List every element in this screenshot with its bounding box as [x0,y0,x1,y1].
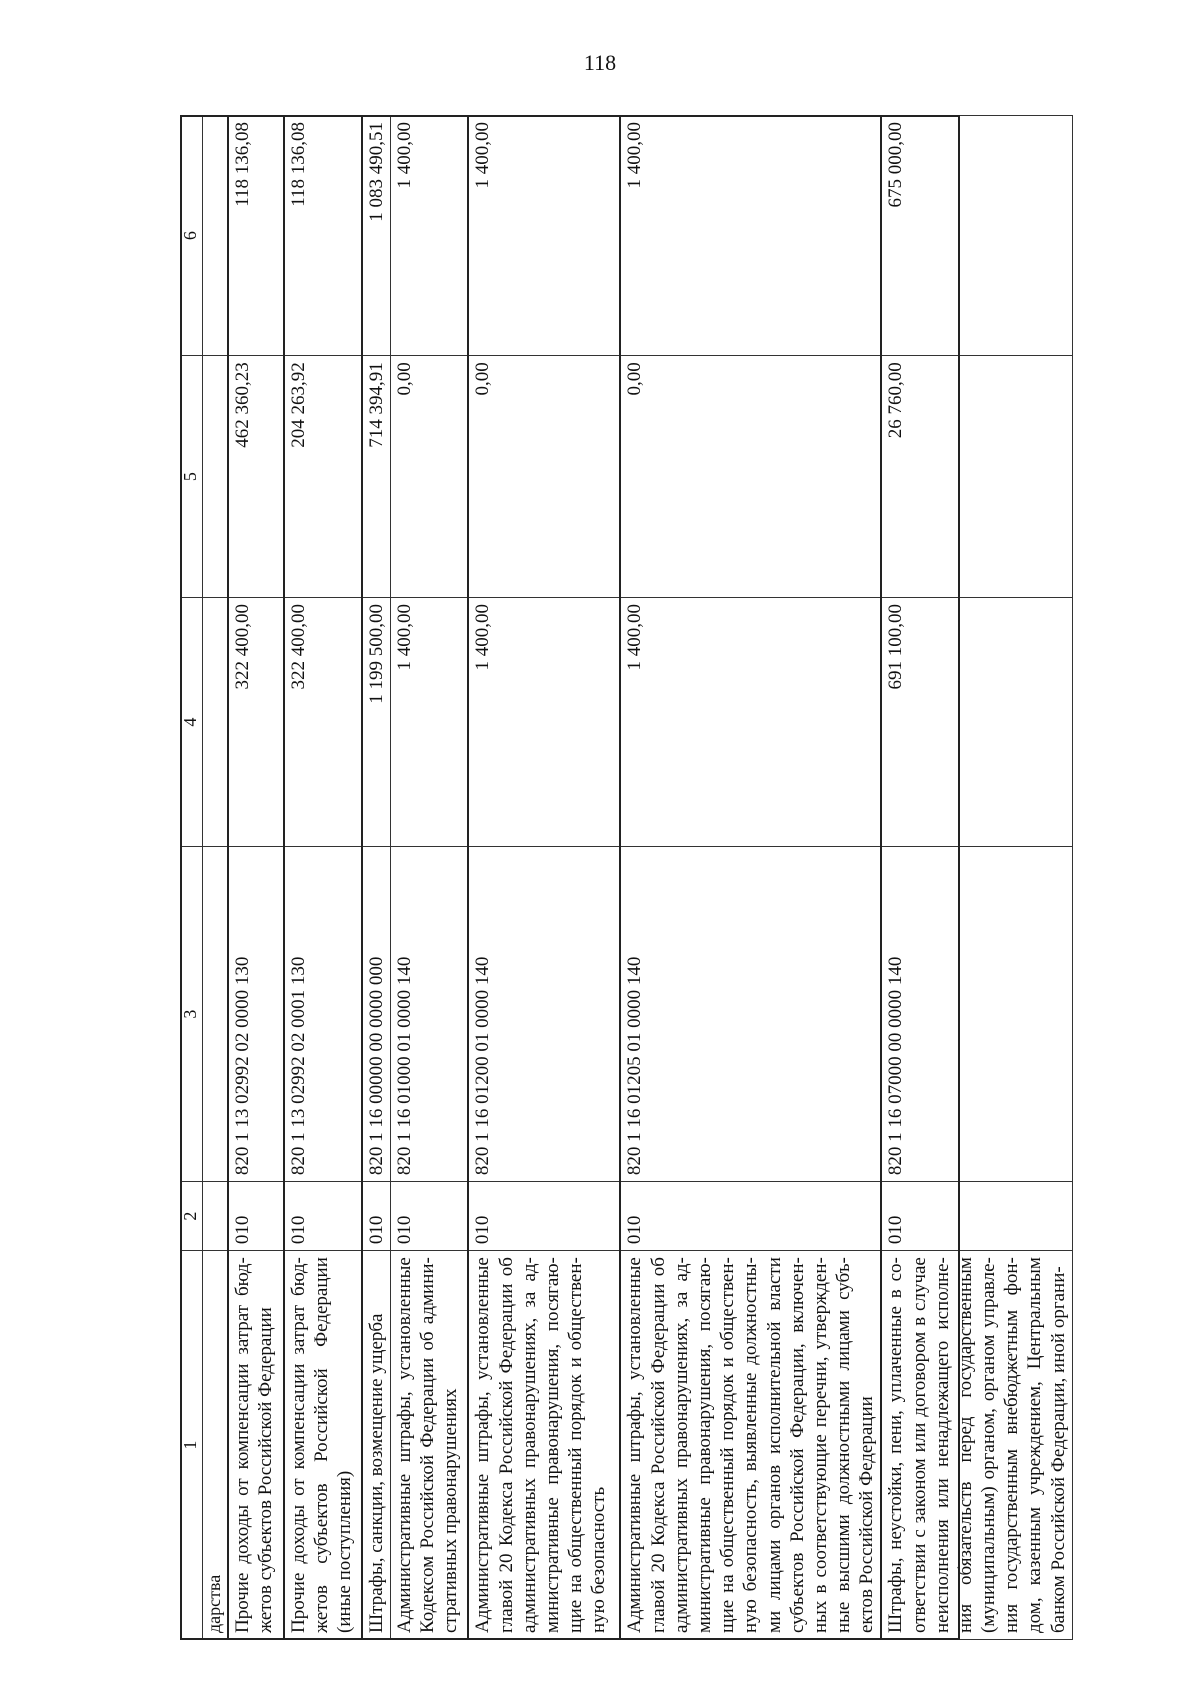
row-col5: 0,00 [390,356,468,598]
row-code: 820 1 13 02992 02 0001 130 [284,847,362,1182]
table-row [228,116,284,1640]
row-code: 820 1 16 01000 01 0000 140 [390,847,468,1182]
row-code: 820 1 13 02992 02 0000 130 [228,847,284,1182]
row-name: Административные штрафы, установленные главой 20 Кодекса Российской Федерации об административных правонарушениях, за ад-министративные правонарушения, посягаю-щие на общественный порядок и обществен-ную безопасность, выявленные должностны-ми лицами органов исполнительной власти субъектов Российской Федерации, включен-ных в соответствующие перечни, утвержден-ные высшими должностными лицами субъ-ектов Российской Федерации [620,1251,881,1640]
row-col4: 691 100,00 [881,598,1072,847]
row-col5: 0,00 [620,356,881,598]
row-name: Административные штрафы, установленные Кодексом Российской Федерации об админи-стративных правонарушениях [390,1251,468,1640]
revenue-table [180,115,1073,1640]
row-name: Прочие доходы от компенсации затрат бюд-жетов субъектов Российской Федерации [228,1251,284,1640]
row-col4: 1 400,00 [390,598,468,847]
row-code: 820 1 16 01205 01 0000 140 [620,847,881,1182]
row-col4: 1 199 500,00 [362,598,391,847]
row-col6: 1 400,00 [468,116,620,356]
row-col2: 010 [228,1182,284,1251]
table-row [881,116,1072,1640]
row-name: Штрафы, санкции, возмещение ущерба [362,1251,391,1640]
row-col4: 1 400,00 [620,598,881,847]
row-col6: 118 136,08 [284,116,362,356]
table-row [390,116,468,1640]
table-row [362,116,391,1640]
header-cell-1: 1 [181,1251,203,1640]
row-col6: 1 400,00 [390,116,468,356]
row-name: Административные штрафы, установленные главой 20 Кодекса Российской Федерации об административных правонарушениях, за ад-министративные правонарушения, посягаю-щие на общественный порядок и обществен-ную безопасность [468,1251,620,1640]
row-col6: 675 000,00 [881,116,1072,356]
row-col4: 322 400,00 [284,598,362,847]
row-col5: 462 360,23 [228,356,284,598]
row-col2: 010 [468,1182,620,1251]
row-col4: 322 400,00 [228,598,284,847]
rotated-table-container [180,115,1069,1640]
row-col6: 118 136,08 [228,116,284,356]
row-name: Штрафы, неустойки, пени, уплаченные в со-ответствии с законом или договором в случае неисполнения или ненадлежащего исполне-ния обязательств перед государственным (муниципальным) органом, органом управле-ния государственным внебюджетным фон-дом, казенным учреждением, Центральным банком Российской Федерации, иной органи- [881,1251,1072,1640]
row-col6: 1 400,00 [620,116,881,356]
table-row [468,116,620,1640]
header-cell-2: 2 [181,1182,203,1251]
row-col5: 714 394,91 [362,356,391,598]
header-cell-4: 4 [181,598,203,847]
row-code: 820 1 16 01200 01 0000 140 [468,847,620,1182]
continuation-row [203,116,228,1640]
page-number: 118 [583,50,617,75]
row-col5: 26 760,00 [881,356,1072,598]
row-col6: 1 083 490,51 [362,116,391,356]
header-cell-6: 6 [181,116,203,356]
row-col2: 010 [362,1182,391,1251]
header-row [181,116,203,1640]
row-code: 820 1 16 07000 00 0000 140 [881,847,1072,1182]
header-cell-5: 5 [181,356,203,598]
row-col5: 0,00 [468,356,620,598]
row-col2: 010 [390,1182,468,1251]
table-row [620,116,881,1640]
row-code: 820 1 16 00000 00 0000 000 [362,847,391,1182]
continuation-text: дарства [203,1251,228,1640]
row-name: Прочие доходы от компенсации затрат бюд-жетов субъектов Российской Федерации (иные поступления) [284,1251,362,1640]
header-cell-3: 3 [181,847,203,1182]
row-col4: 1 400,00 [468,598,620,847]
row-col5: 204 263,92 [284,356,362,598]
row-col2: 010 [620,1182,881,1251]
table-row [284,116,362,1640]
row-col2: 010 [284,1182,362,1251]
row-col2: 010 [881,1182,1072,1251]
